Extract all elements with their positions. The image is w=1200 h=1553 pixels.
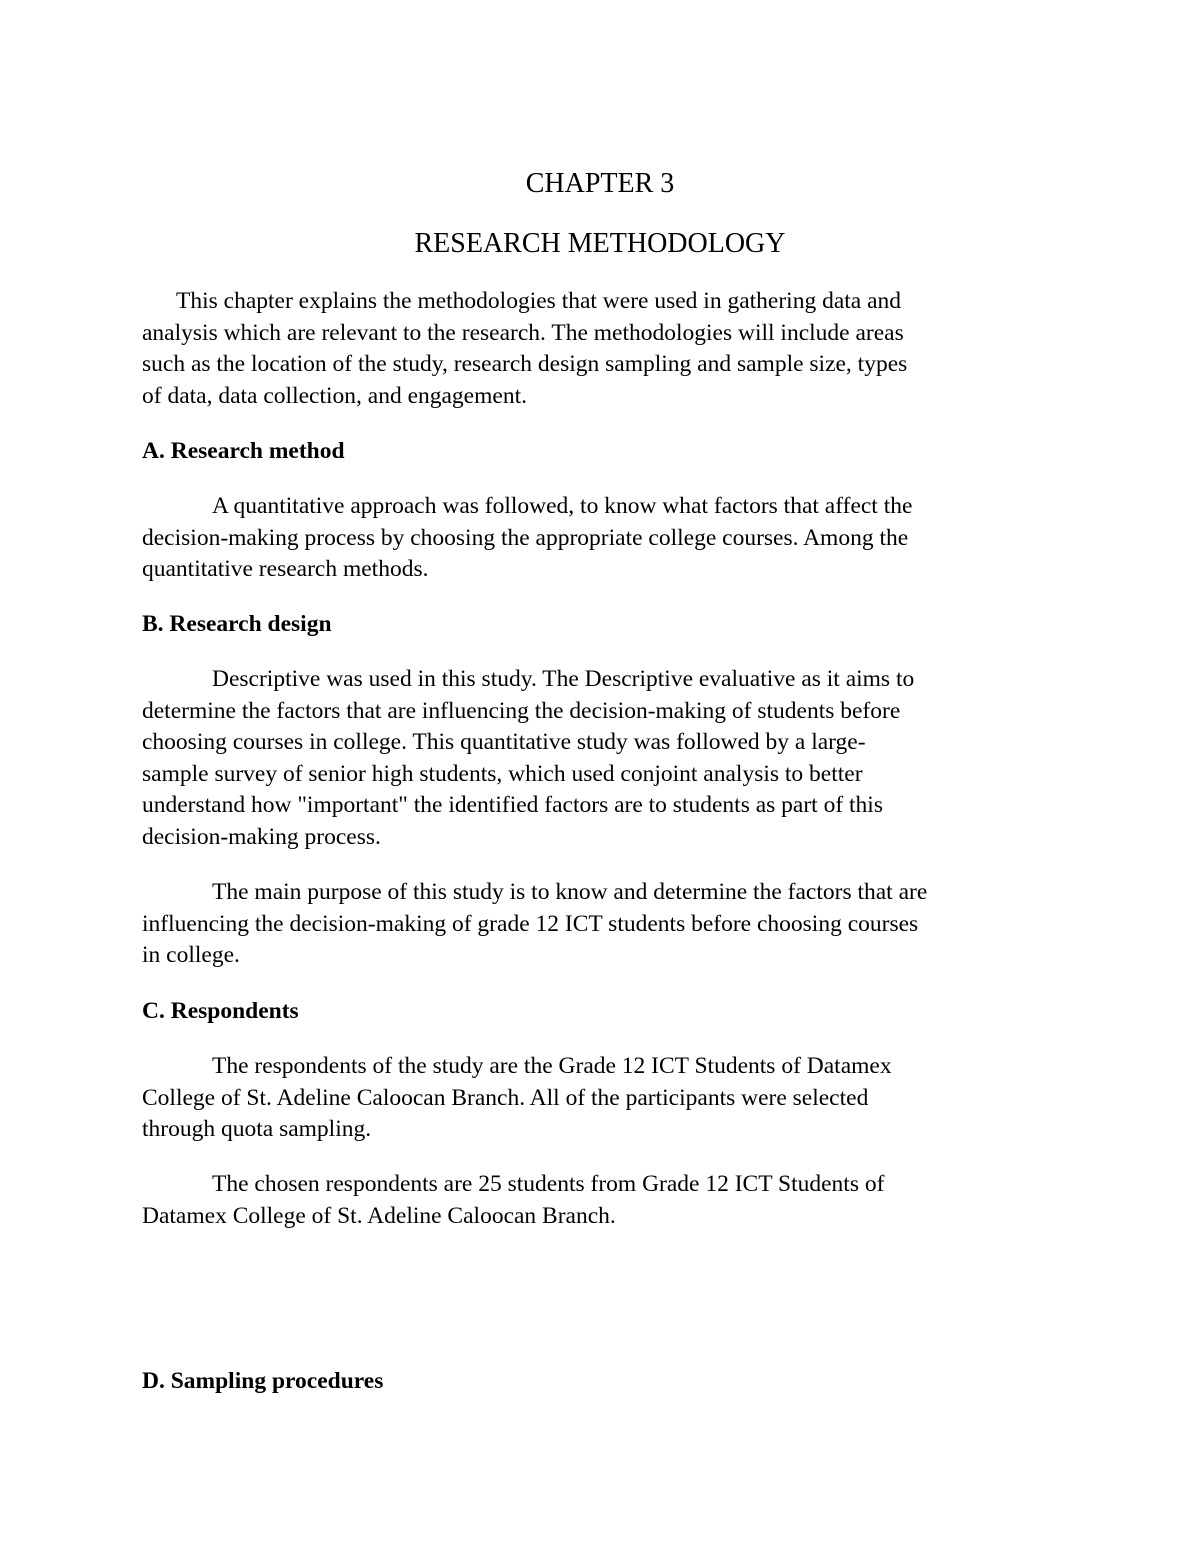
paragraph-line: influencing the decision-making of grade 12 ICT students before choosing courses [142,910,919,937]
respondents-paragraph-2 [142,1169,1062,1232]
paragraph-line: The main purpose of this study is to know and determine the factors that are [212,879,928,905]
intro-paragraph [142,286,1062,412]
intro-line: analysis which are relevant to the research. The methodologies will include areas [142,319,904,346]
paragraph-line: College of St. Adeline Caloocan Branch. All of the participants were selected [142,1084,869,1111]
section-heading-research-design: B. Research design [142,611,332,637]
chapter-label: CHAPTER 3 [525,168,675,199]
paragraph-line: Descriptive was used in this study. The Descriptive evaluative as it aims to [212,666,915,692]
paragraph-line: choosing courses in college. This quantitative study was followed by a large- [142,729,866,755]
chapter-title: RESEARCH METHODOLOGY [414,228,786,259]
paragraph-line: decision-making process by choosing the appropriate college courses. Among the [142,524,909,551]
paragraph-line: Datamex College of St. Adeline Caloocan Branch. [142,1202,616,1229]
respondents-paragraph-1 [142,1051,1062,1146]
paragraph-line: sample survey of senior high students, which used conjoint analysis to better [142,760,863,787]
paragraph-line: in college. [142,942,240,968]
intro-line: This chapter explains the methodologies that were used in gathering data and [176,288,902,314]
intro-line: of data, data collection, and engagement. [142,382,527,409]
paragraph-line: through quota sampling. [142,1116,372,1142]
section-heading-sampling-procedures: D. Sampling procedures [142,1368,384,1394]
paragraph-line: quantitative research methods. [142,556,429,582]
research-design-paragraph-2 [142,877,1062,972]
paragraph-line: The respondents of the study are the Grade 12 ICT Students of Datamex [212,1053,892,1079]
paragraph-line: A quantitative approach was followed, to know what factors that affect the [212,493,913,519]
research-design-paragraph-1 [142,664,1062,853]
paragraph-line: understand how "important" the identified factors are to students as part of this [142,792,883,818]
research-method-paragraph [142,491,1062,586]
paragraph-line: decision-making process. [142,823,381,850]
paragraph-line: determine the factors that are influencing the decision-making of students before [142,697,901,724]
section-heading-research-method: A. Research method [142,438,345,464]
paragraph-line: The chosen respondents are 25 students from Grade 12 ICT Students of [212,1171,885,1197]
section-heading-respondents: C. Respondents [142,998,299,1024]
intro-line: such as the location of the study, research design sampling and sample size, types [142,351,908,377]
